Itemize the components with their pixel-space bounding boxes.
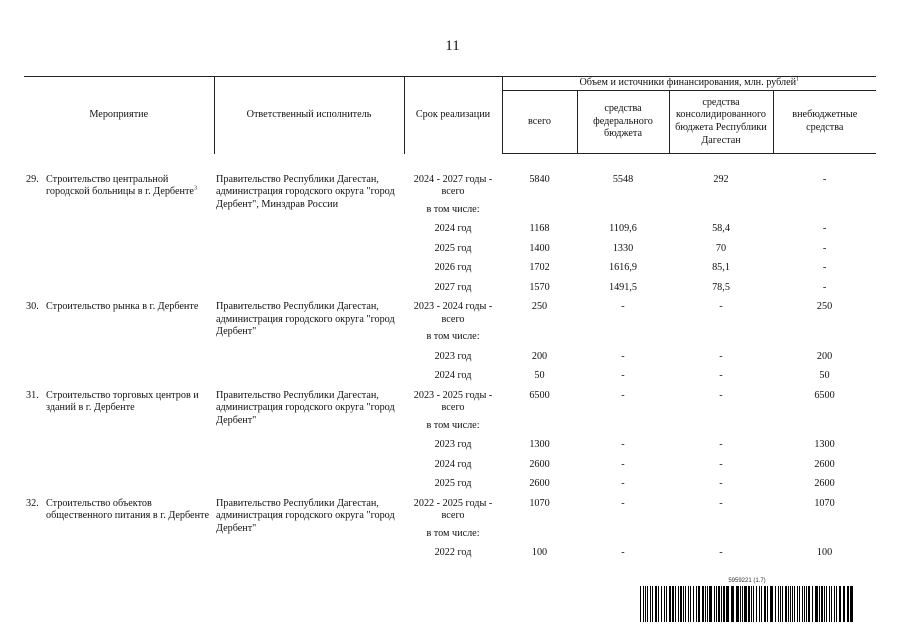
year-extrabudget-cell: 2600 xyxy=(814,478,835,489)
page-number: 11 xyxy=(445,38,460,54)
activity xyxy=(26,390,212,415)
responsible-cell: Правительство Республики Дагестан, администрация городского округа "город Дербент" xyxy=(216,389,395,426)
header-financing-group: Объем и источники финансирования, млн. рублей$^1$ xyxy=(502,77,876,91)
year-consolidated-cell: 78,5 xyxy=(712,281,730,293)
year-period-cell: 2023 год xyxy=(434,439,472,450)
empty-cell xyxy=(773,420,876,440)
barcode-icon xyxy=(640,586,854,622)
extrabudget-cell: 1070 xyxy=(814,497,835,509)
activity-name-text: Строительство рынка в г. Дербенте xyxy=(46,301,199,312)
year-period-cell: 2024 год xyxy=(434,458,472,470)
empty-cell xyxy=(502,331,577,351)
empty-cell xyxy=(669,331,773,351)
table-row xyxy=(24,390,876,420)
period-cell: 2024 - 2027 годы - всего xyxy=(413,173,493,198)
year-federal-cell: - xyxy=(621,350,625,362)
year-extrabudget-cell: - xyxy=(822,242,827,254)
year-total-cell: 2600 xyxy=(529,458,550,470)
consolidated-cell: - xyxy=(719,389,723,401)
activity-name xyxy=(46,301,198,314)
total-cell: 250 xyxy=(531,301,548,312)
year-period-cell: 2024 год xyxy=(434,370,472,381)
empty-cell xyxy=(669,528,773,548)
year-consolidated-cell: - xyxy=(719,370,723,381)
federal-cell: - xyxy=(621,389,625,401)
empty-cell xyxy=(502,204,577,224)
barcode xyxy=(640,578,854,622)
year-extrabudget-cell: 2600 xyxy=(814,458,835,470)
header-total: всего xyxy=(502,91,577,154)
year-extrabudget-cell: 200 xyxy=(816,350,833,362)
year-federal-cell: - xyxy=(621,439,625,450)
federal-cell: - xyxy=(621,497,625,509)
year-total-cell: 200 xyxy=(531,350,548,362)
activity-name xyxy=(46,174,212,199)
including-label: в том числе: xyxy=(426,419,480,431)
total-cell: 5840 xyxy=(529,173,550,185)
empty-cell xyxy=(577,420,669,440)
year-extrabudget-cell: - xyxy=(822,281,827,293)
empty-cell xyxy=(773,528,876,548)
activity-name xyxy=(46,390,212,415)
year-total-cell: 1168 xyxy=(529,223,550,234)
activity xyxy=(26,301,212,314)
year-federal-cell: - xyxy=(621,547,625,558)
header-responsible: Ответственный исполнитель xyxy=(214,77,404,154)
year-period-cell: 2026 год xyxy=(434,262,472,273)
year-consolidated-cell: - xyxy=(719,478,723,489)
consolidated-cell: - xyxy=(719,497,723,509)
empty-cell xyxy=(502,420,577,440)
year-period-cell: 2023 год xyxy=(434,350,472,362)
activity-cell xyxy=(24,390,214,498)
consolidated-cell: - xyxy=(719,301,723,312)
year-period-cell: 2027 год xyxy=(434,281,472,293)
responsible-cell: Правительство Республики Дагестан, администрация городского округа "город Дербент", Минздрав России xyxy=(216,173,395,210)
activity xyxy=(26,498,212,523)
year-extrabudget-cell: - xyxy=(822,223,827,234)
empty-cell xyxy=(577,331,669,351)
year-total-cell: 1570 xyxy=(529,281,550,293)
activity-name-text: Строительство торговых центров и зданий в г. Дербенте xyxy=(46,389,199,414)
year-federal-cell: 1491,5 xyxy=(608,281,637,293)
responsible-cell: Правительство Республики Дагестан, администрация городского округа "город Дербент" xyxy=(216,497,395,534)
spacer-row xyxy=(24,154,876,174)
year-federal-cell: 1109,6 xyxy=(609,223,637,234)
year-total-cell: 2600 xyxy=(529,478,550,489)
year-extrabudget-cell: 100 xyxy=(816,547,833,558)
year-total-cell: 1300 xyxy=(529,439,550,450)
period-cell: 2022 - 2025 годы - всего xyxy=(413,497,493,522)
year-extrabudget-cell: 1300 xyxy=(814,439,835,450)
including-label: в том числе: xyxy=(426,331,480,342)
activity xyxy=(26,174,212,199)
empty-cell xyxy=(502,528,577,548)
year-total-cell: 1400 xyxy=(529,242,550,254)
year-period-cell: 2022 год xyxy=(434,547,472,558)
year-consolidated-cell: - xyxy=(719,439,723,450)
empty-cell xyxy=(577,528,669,548)
year-consolidated-cell: - xyxy=(719,547,723,558)
year-total-cell: 100 xyxy=(531,547,548,558)
year-extrabudget-cell: - xyxy=(822,262,827,273)
federal-cell: 5548 xyxy=(612,173,634,185)
activity-cell xyxy=(24,498,214,567)
activity-cell xyxy=(24,301,214,390)
period-cell: 2023 - 2025 годы - всего xyxy=(413,389,493,414)
year-federal-cell: 1616,9 xyxy=(608,262,637,273)
period-cell: 2023 - 2024 годы - всего xyxy=(413,301,493,325)
including-label: в том числе: xyxy=(426,203,480,215)
including-label: в том числе: xyxy=(426,527,480,539)
activity-number: 31. xyxy=(26,389,39,401)
activity-name-text: Строительство объектов общественного питания в г. Дербенте xyxy=(46,497,210,522)
year-extrabudget-cell: 50 xyxy=(819,370,830,381)
header-activity: Мероприятие xyxy=(24,77,214,154)
year-federal-cell: 1330 xyxy=(612,242,634,254)
empty-cell xyxy=(669,204,773,224)
year-federal-cell: - xyxy=(621,458,625,470)
extrabudget-cell: 250 xyxy=(816,301,833,312)
year-total-cell: 1702 xyxy=(529,262,550,273)
header-financing-footnote: 1 xyxy=(796,76,800,83)
total-cell: 1070 xyxy=(529,497,550,509)
table-row xyxy=(24,498,876,528)
table-row xyxy=(24,174,876,204)
activity-name-text: Строительство центральной городской больницы в г. Дербенте xyxy=(46,173,194,198)
empty-cell xyxy=(577,204,669,224)
header-period: Срок реализации xyxy=(404,77,502,154)
year-consolidated-cell: 70 xyxy=(715,242,727,254)
activity-footnote: 3 xyxy=(193,185,197,192)
empty-cell xyxy=(773,204,876,224)
activity-number: 30. xyxy=(26,301,39,312)
responsible-cell: Правительство Республики Дагестан, администрация городского округа "город Дербент" xyxy=(216,301,395,338)
financing-table xyxy=(24,76,876,567)
year-period-cell: 2025 год xyxy=(434,242,472,254)
header-consolidated: средства консолидированного бюджета Республики Дагестан xyxy=(669,91,773,154)
year-period-cell: 2024 год xyxy=(434,223,472,234)
year-total-cell: 50 xyxy=(534,370,545,381)
activity-name xyxy=(46,498,212,523)
year-consolidated-cell: - xyxy=(719,458,723,470)
empty-cell xyxy=(669,420,773,440)
year-consolidated-cell: 85,1 xyxy=(712,262,730,273)
extrabudget-cell: 6500 xyxy=(814,389,835,401)
year-period-cell: 2025 год xyxy=(434,478,472,489)
header-federal: средства федерального бюджета xyxy=(577,91,669,154)
empty-cell xyxy=(773,331,876,351)
extrabudget-cell: - xyxy=(822,173,827,185)
activity-number: 29. xyxy=(26,173,39,185)
year-federal-cell: - xyxy=(621,478,625,489)
barcode-id: 5959221 (1.7) xyxy=(728,578,766,584)
year-federal-cell: - xyxy=(621,370,625,381)
total-cell: 6500 xyxy=(529,389,550,401)
year-consolidated-cell: 58,4 xyxy=(712,223,730,234)
consolidated-cell: 292 xyxy=(713,173,729,185)
year-consolidated-cell: - xyxy=(719,350,723,362)
table-row xyxy=(24,301,876,331)
activity-cell xyxy=(24,174,214,302)
federal-cell: - xyxy=(621,301,625,312)
header-extrabudget: внебюджетные средства xyxy=(773,91,876,154)
activity-number: 32. xyxy=(26,497,39,509)
